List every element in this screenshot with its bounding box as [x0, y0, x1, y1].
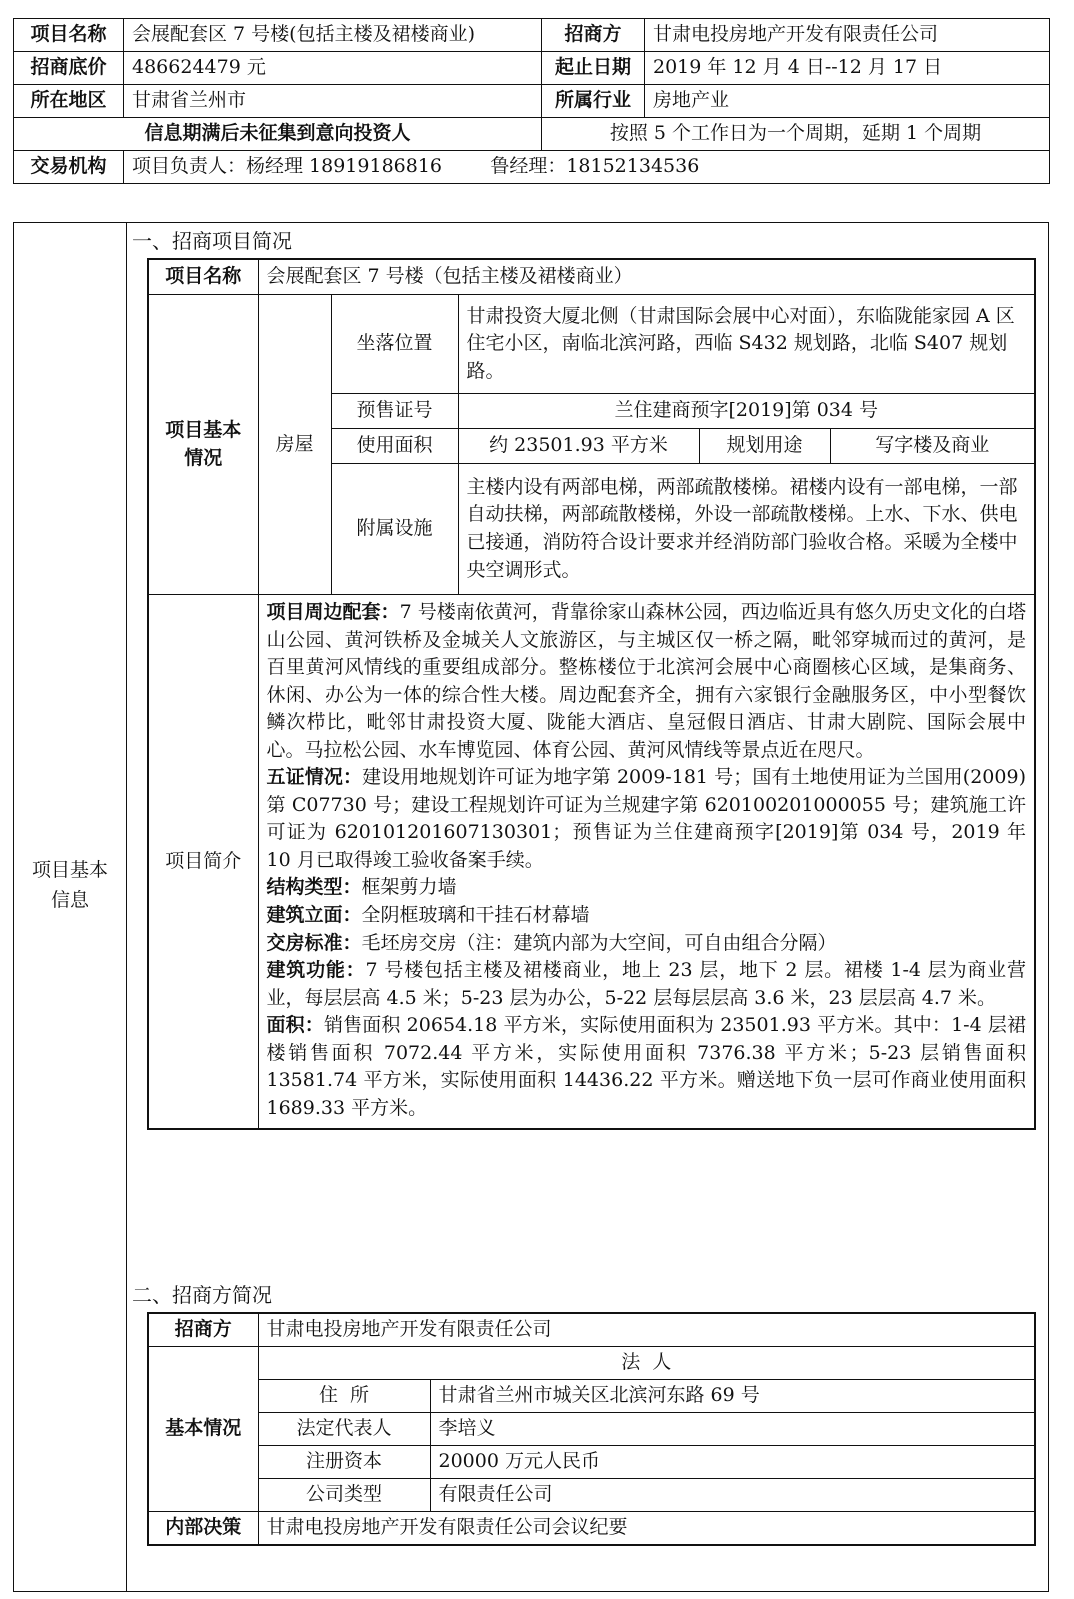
base-price-label: 招商底价 — [14, 52, 124, 85]
investor-value-2: 甘肃电投房地产开发有限责任公司 — [258, 1313, 1035, 1347]
project-name-value-2: 会展配套区 7 号楼（包括主楼及裙楼商业） — [258, 259, 1035, 295]
table-row — [148, 595, 1035, 1130]
intro-content — [258, 595, 1035, 1130]
project-table — [147, 258, 1036, 1130]
expiry-note: 信息期满后未征集到意向投资人 — [14, 118, 542, 151]
industry-value: 房地产业 — [645, 85, 1050, 118]
address-label: 住 所 — [258, 1380, 430, 1413]
location-label: 坐落位置 — [331, 295, 458, 394]
house-label: 房屋 — [258, 295, 331, 595]
planned-use-value: 写字楼及商业 — [830, 429, 1035, 464]
company-type-label: 公司类型 — [258, 1479, 430, 1512]
intro-paragraph: 项目周边配套：7 号楼南依黄河，背靠徐家山森林公园，西边临近具有悠久历史文化的白塔山公园、黄河铁桥及金城关人文旅游区，与主城区仅一桥之隔，毗邻穿城而过的黄河，是百里黄河风情线的重要组成部分。整栋楼位于北滨河会展中心商圈核心区域，是集商务、休闲、办公为一体的综合性大楼。周边配套齐全，拥有六家银行金融服务区，中小型餐饮鳞次栉比，毗邻甘肃投资大厦、陇能大酒店、皇冠假日酒店、甘肃大剧院、国际会展中心。马拉松公园、水车博览园、体育公园、黄河风情线等景点近在咫尺。 — [266, 601, 1026, 761]
facility-value: 主楼内设有两部电梯，两部疏散楼梯。裙楼内设有一部电梯，一部自动扶梯，两部疏散楼梯，外设一部疏散楼梯。上水、下水、供电已接通，消防符合设计要求并经消防部门验收合格。采暖为全楼中央空调形式。 — [458, 464, 1035, 595]
summary-table — [13, 18, 1050, 184]
intro-paragraph: 建筑立面：全阴框玻璃和干挂石材幕墙 — [266, 904, 590, 927]
capital-value: 20000 万元人民币 — [430, 1446, 1035, 1479]
intro-paragraph: 五证情况：建设用地规划许可证为地字第 2009-181 号；国有土地使用证为兰国用(2009)第 C07730 号；建设工程规划许可证为兰规建字第 620100201000055 号；建筑施工许可证为 620101201607130301；预售证为兰住建商预字[2019]第 034 号，2019 年 10 月已取得竣工验收备案手续。 — [266, 766, 1026, 871]
table-row — [148, 1512, 1035, 1546]
project-name-value: 会展配套区 7 号楼(包括主楼及裙楼商业) — [124, 19, 542, 52]
date-range-label: 起止日期 — [542, 52, 645, 85]
table-row — [148, 259, 1035, 295]
table-row — [148, 1313, 1035, 1347]
table-row — [148, 1446, 1035, 1479]
region-value: 甘肃省兰州市 — [124, 85, 542, 118]
table-row — [148, 1479, 1035, 1512]
usable-area-label: 使用面积 — [331, 429, 458, 464]
basic-situation-label: 项目基本情况 — [148, 295, 258, 595]
project-name-label: 项目名称 — [14, 19, 124, 52]
investor-basic-label: 基本情况 — [148, 1347, 258, 1512]
investor-label-2: 招商方 — [148, 1313, 258, 1347]
summary-row — [14, 19, 1050, 52]
company-type-value: 有限责任公司 — [430, 1479, 1035, 1512]
table-row — [148, 1380, 1035, 1413]
region-label: 所在地区 — [14, 85, 124, 118]
legal-rep-value: 李培义 — [430, 1413, 1035, 1446]
intro-paragraph: 结构类型：框架剪力墙 — [266, 876, 457, 899]
intro-paragraph: 面积：销售面积 20654.18 平方米，实际使用面积为 23501.93 平方米。其中：1-4 层裙楼销售面积 7072.44 平方米，实际使用面积 7376.38 平方米；5-23 层销售面积 13581.74 平方米，实际使用面积 14436.22 平方米。赠送地下负一层可作商业使用面积 1689.33 平方米。 — [266, 1014, 1026, 1119]
table-row — [148, 1347, 1035, 1380]
planned-use-label: 规划用途 — [699, 429, 830, 464]
extension-note: 按照 5 个工作日为一个周期，延期 1 个周期 — [542, 118, 1050, 151]
facility-label: 附属设施 — [331, 464, 458, 595]
industry-label: 所属行业 — [542, 85, 645, 118]
usable-area-value: 约 23501.93 平方米 — [458, 429, 699, 464]
section2-title: 二、招商方简况 — [132, 1283, 272, 1307]
capital-label: 注册资本 — [258, 1446, 430, 1479]
summary-row — [14, 52, 1050, 85]
intro-paragraph: 建筑功能：7 号楼包括主楼及裙楼商业，地上 23 层，地下 2 层。裙楼 1-4 层为商业营业，每层层高 4.5 米；5-23 层为办公，5-22 层每层层高 3.6 米，23 层层高 4.7 米。 — [266, 959, 1026, 1009]
decision-label: 内部决策 — [148, 1512, 258, 1546]
address-value: 甘肃省兰州市城关区北滨河东路 69 号 — [430, 1380, 1035, 1413]
project-info-side — [14, 223, 127, 1591]
summary-row — [14, 85, 1050, 118]
entity-type: 法 人 — [258, 1347, 1035, 1380]
decision-value: 甘肃电投房地产开发有限责任公司会议纪要 — [258, 1512, 1035, 1546]
section1-title: 一、招商项目简况 — [132, 229, 292, 253]
summary-row — [14, 151, 1050, 184]
base-price-value: 486624479 元 — [124, 52, 542, 85]
table-row — [148, 1413, 1035, 1446]
legal-rep-label: 法定代表人 — [258, 1413, 430, 1446]
presale-label: 预售证号 — [331, 394, 458, 429]
investor-table — [147, 1312, 1036, 1546]
project-name-label-2: 项目名称 — [148, 259, 258, 295]
intro-paragraph: 交房标准：毛坯房交房（注：建筑内部为大空间，可自由组合分隔） — [266, 931, 837, 954]
agency-label: 交易机构 — [14, 151, 124, 184]
location-value: 甘肃投资大厦北侧（甘肃国际会展中心对面），东临陇能家园 A 区住宅小区，南临北滨河路，西临 S432 规划路，北临 S407 规划路。 — [458, 295, 1035, 394]
project-basic-info-label: 项目基本 信息 — [31, 859, 108, 912]
agency-contact: 项目负责人：杨经理 18919186816 鲁经理：18152134536 — [124, 151, 1050, 184]
investor-label: 招商方 — [542, 19, 645, 52]
intro-label: 项目简介 — [148, 595, 258, 1130]
investor-value: 甘肃电投房地产开发有限责任公司 — [645, 19, 1050, 52]
date-range-value: 2019 年 12 月 4 日--12 月 17 日 — [645, 52, 1050, 85]
presale-value: 兰住建商预字[2019]第 034 号 — [458, 394, 1035, 429]
table-row — [148, 295, 1035, 394]
summary-row — [14, 118, 1050, 151]
